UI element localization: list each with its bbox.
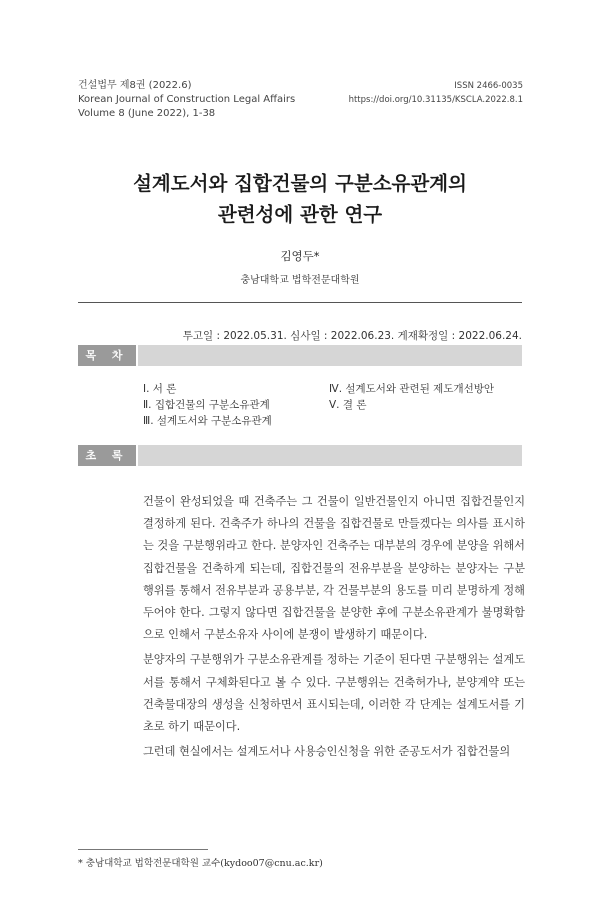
toc-item[interactable]: Ⅲ. 설계도서와 구분소유관계 xyxy=(143,415,272,427)
paper-title-line1: 설계도서와 집합건물의 구분소유관계의 xyxy=(133,172,467,195)
toc-column-left xyxy=(143,381,272,429)
abstract-paragraph: 그런데 현실에서는 설계도서나 사용승인신청을 위한 준공도서가 집합건물의 xyxy=(143,745,511,759)
abstract-paragraph: 건물이 완성되었을 때 건축주는 그 건물이 일반건물인지 아니면 집합건물인지 결정하게 된다. 건축주가 하나의 건물을 집합건물로 만들겠다는 의사를 표시하는 것을 구분행위라고 한다. 분양자인 건축주는 대부분의 경우에 분양을 위해서 집합건물을 건축하게 되는데, 집합건물의 전유부분을 분양하는 분양자는 구분행위를 통해서 전유부분과 공용부분, 각 건물부분의 용도를 미리 분명하게 정해 두어야 한다. 그렇지 않다면 집합건물을 분양한 후에 구분소유관계가 불명확함으로 인해서 구분소유자 사이에 분쟁이 발생하기 때문이다. xyxy=(143,495,525,642)
journal-identifiers xyxy=(303,79,523,107)
author-footnote: * 충남대학교 법학전문대학원 교수(kydoo07@cnu.ac.kr) xyxy=(78,858,323,869)
author-name: 김영두* xyxy=(280,249,320,263)
paper-title-line2: 관련성에 관한 연구 xyxy=(217,203,383,226)
toc-item[interactable]: Ⅴ. 결 론 xyxy=(329,399,367,411)
doi-link[interactable]: https://doi.org/10.31135/KSCLA.2022.8.1 xyxy=(348,95,523,105)
journal-title-kr: 건설법무 제8권 (2022.6) xyxy=(78,80,192,91)
journal-volume: Volume 8 (June 2022), 1-38 xyxy=(78,108,216,119)
abstract-label: 초 록 xyxy=(78,445,136,466)
toc-item[interactable]: Ⅱ. 집합건물의 구분소유관계 xyxy=(143,399,270,411)
submission-dates: 투고일 : 2022.05.31. 심사일 : 2022.06.23. 게재확정일 : 2022.06.24. xyxy=(182,330,522,342)
title-divider xyxy=(78,302,522,303)
abstract-section-bar xyxy=(78,445,522,466)
toc-column-right xyxy=(329,381,494,413)
abstract-bar-fill xyxy=(138,445,522,466)
abstract-body xyxy=(143,491,525,766)
journal-title-en: Korean Journal of Construction Legal Affairs xyxy=(78,94,296,105)
footnote-divider xyxy=(78,849,208,850)
toc-bar-fill xyxy=(138,345,522,366)
toc-item[interactable]: Ⅳ. 설계도서와 관련된 제도개선방안 xyxy=(329,383,495,395)
journal-header xyxy=(78,79,338,121)
abstract-paragraph: 분양자의 구분행위가 구분소유관계를 정하는 기준이 된다면 구분행위는 설계도서를 통해서 구체화된다고 볼 수 있다. 구분행위는 건축허가나, 분양계약 또는 건축물대장의 생성을 신청하면서 표시되는데, 이러한 각 단계는 설계도서를 기초로 하기 때문이다. xyxy=(143,653,525,734)
toc-section-bar xyxy=(78,345,522,366)
author-affiliation: 충남대학교 법학전문대학원 xyxy=(240,275,360,286)
toc-label: 목 차 xyxy=(78,345,136,366)
toc-item[interactable]: Ⅰ. 서 론 xyxy=(143,383,177,395)
issn: ISSN 2466-0035 xyxy=(454,81,523,91)
